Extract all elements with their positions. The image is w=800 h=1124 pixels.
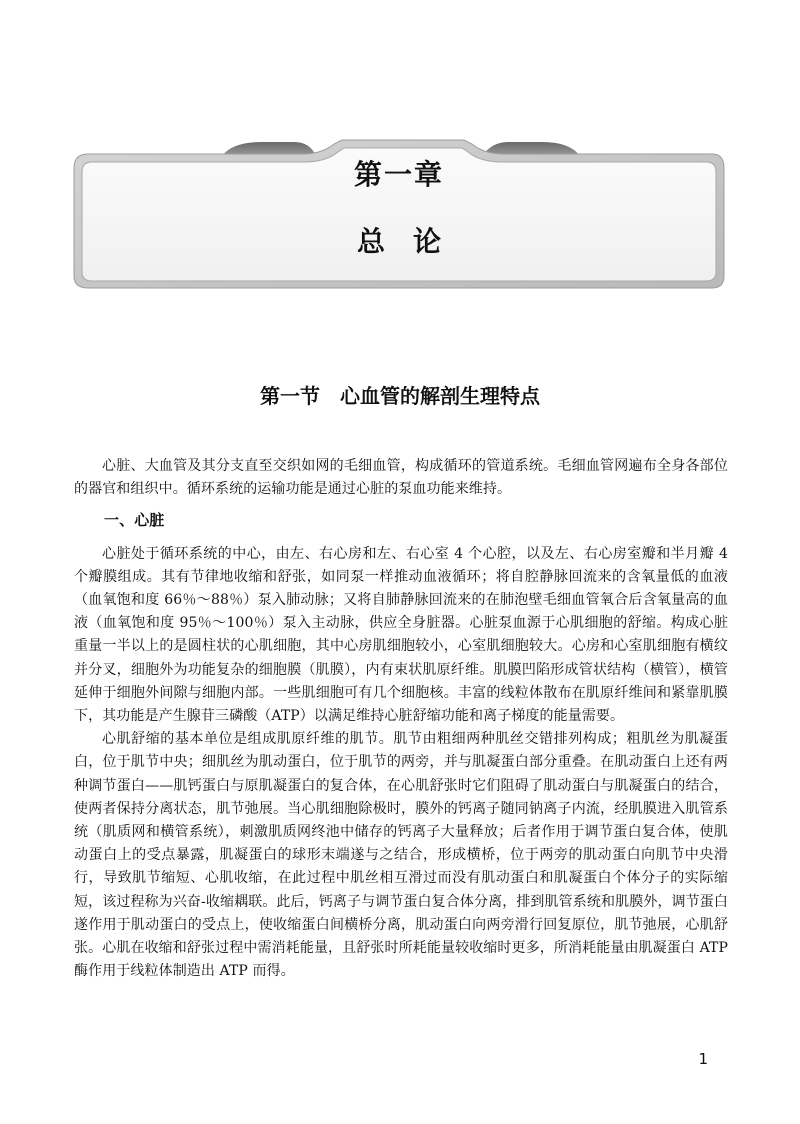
chapter-header-box <box>72 138 726 288</box>
body-text <box>74 455 728 983</box>
paragraph-sarcomere: 心肌舒缩的基本单位是组成肌原纤维的肌节。肌节由粗细两种肌丝交错排列构成；粗肌丝为肌凝蛋白，位于肌节中央；细肌丝为肌动蛋白，位于肌节的两旁，并与肌凝蛋白部分重叠。在肌动蛋白上还有两种调节蛋白——肌钙蛋白与原肌凝蛋白的复合体，在心肌舒张时它们阻碍了肌动蛋白与肌凝蛋白的结合，使两者保持分离状态，肌节弛展。当心肌细胞除极时，膜外的钙离子随同钠离子内流，经肌膜进入肌管系统（肌质网和横管系统），刺激肌质网终池中储存的钙离子大量释放；后者作用于调节蛋白复合体，使肌动蛋白上的受点暴露，肌凝蛋白的球形末端遂与之结合，形成横桥，位于两旁的肌动蛋白向肌节中央滑行，导致肌节缩短、心肌收缩，在此过程中肌丝相互滑过而没有肌动蛋白和肌凝蛋白个体分子的实际缩短，该过程称为兴奋-收缩耦联。此后，钙离子与调节蛋白复合体分离，排到肌管系统和肌膜外，调节蛋白遂作用于肌动蛋白的受点上，使收缩蛋白间横桥分离，肌动蛋白向两旁滑行回复原位，肌节弛展，心肌舒张。心肌在收缩和舒张过程中需消耗能量，且舒张时所耗能量较收缩时更多，所消耗能量由肌凝蛋白 ATP 酶作用于线粒体制造出 ATP 而得。 <box>74 731 728 980</box>
chapter-title: 总 论 <box>356 225 441 258</box>
section-title: 第一节 心血管的解剖生理特点 <box>260 384 540 408</box>
page-number: 1 <box>698 1050 708 1068</box>
intro-paragraph: 心脏、大血管及其分支直至交织如网的毛细血管，构成循环的管道系统。毛细血管网遍布全身各部位的器官和组织中。循环系统的运输功能是通过心脏的泵血功能来维持。 <box>74 458 728 498</box>
paragraph-heart-structure: 心脏处于循环系统的中心，由左、右心房和左、右心室 4 个心腔，以及左、右心房室瓣和半月瓣 4 个瓣膜组成。其有节律地收缩和舒张，如同泵一样推动血液循环；将自腔静脉回流来的含氧量低的血液（血氧饱和度 66％～88％）泵入肺动脉；又将自肺静脉回流来的在肺泡壁毛细血管氧合后含氧量高的血液（血氧饱和度 95％～100％）泵入主动脉，供应全身脏器。心脏泵血源于心肌细胞的舒缩。构成心脏重量一半以上的是圆柱状的心肌细胞，其中心房肌细胞较小，心室肌细胞较大。心房和心室肌细胞有横纹并分叉，细胞外为功能复杂的细胞膜（肌膜），内有束状肌原纤维。肌膜凹陷形成管状结构（横管），横管延伸于细胞外间隙与细胞内部。一些肌细胞可有几个细胞核。丰富的线粒体散布在肌原纤维间和紧靠肌膜下，其功能是产生腺苷三磷酸（ATP）以满足维持心脏舒缩功能和离子梯度的能量需要。 <box>74 545 728 725</box>
subsection-heading: 一、心脏 <box>104 511 165 530</box>
chapter-number: 第一章 <box>353 158 444 191</box>
